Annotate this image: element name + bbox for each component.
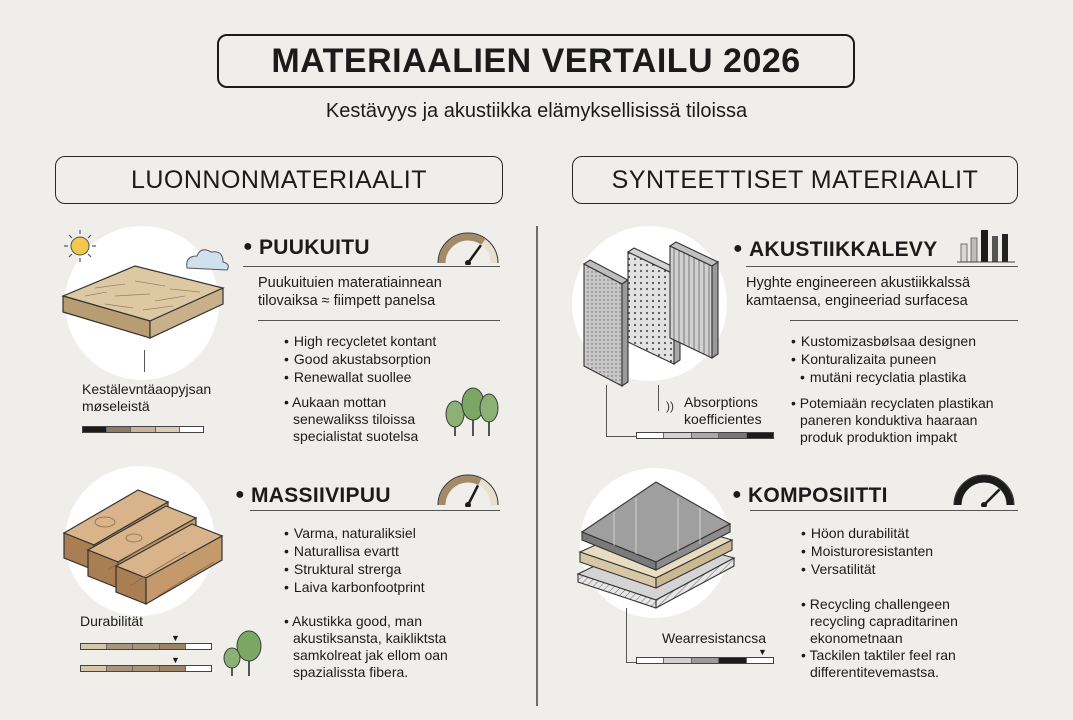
puukuitu-scale-label: Kestälevntäaopyjsan møseleistä xyxy=(82,381,212,414)
puukuitu-title: ● PUUKUITU xyxy=(243,236,370,259)
list-item: • Höon durabilität xyxy=(801,524,933,542)
massiivipuu-rating-bar-2 xyxy=(80,665,212,672)
akustiikkalevy-illustration xyxy=(578,238,728,388)
bar-marker-icon: ▼ xyxy=(171,633,180,643)
bar-segment xyxy=(719,433,746,438)
bar-segment xyxy=(83,427,107,432)
massiivipuu-rating-bar xyxy=(80,643,212,650)
bar-segment xyxy=(186,666,211,671)
bar-segment xyxy=(664,433,691,438)
akustiikkalevy-rule xyxy=(746,266,1018,267)
akustiikkalevy-description: Hyghte engineereen akustiikkalssä kamtaensa, engineeriad surfacesa xyxy=(746,275,971,309)
bar-segment xyxy=(107,666,133,671)
bar-segment xyxy=(81,666,107,671)
bar-segment xyxy=(160,666,186,671)
main-title: MATERIAALIEN VERTAILU 2026 xyxy=(217,34,855,88)
akustiikkalevy-bullets xyxy=(791,332,976,386)
komposiitti-scale-label: Wearresistancsa xyxy=(662,630,767,646)
bar-segment xyxy=(186,644,211,649)
puukuitu-illustration xyxy=(55,226,230,371)
komposiitti-rule xyxy=(750,510,1018,511)
list-item: • Moisturoresistanten xyxy=(801,542,933,560)
bar-segment xyxy=(81,644,107,649)
akustiikkalevy-connector-h xyxy=(606,436,636,437)
tree-icon xyxy=(220,628,266,678)
list-item: • Laiva karbonfootprint xyxy=(284,578,425,596)
akustiikkalevy-connector xyxy=(606,385,607,437)
komposiitti-illustration xyxy=(574,478,744,610)
subtitle: Kestävyys ja akustiikka elämyksellisissä tiloissa xyxy=(325,100,748,122)
massiivipuu-scale-label: Durabilität xyxy=(80,613,144,629)
list-item: • Naturallisa evartt xyxy=(284,542,425,560)
bar-segment xyxy=(133,666,159,671)
trees-icon xyxy=(442,384,502,439)
section-natural: LUONNONMATERIAALIT xyxy=(55,156,503,204)
bar-marker-icon: ▼ xyxy=(758,647,767,657)
bar-segment xyxy=(692,658,719,663)
komposiitti-bullets xyxy=(801,524,933,578)
massiivipuu-title: ● MASSIIVIPUU xyxy=(235,484,391,507)
list-item: • Good akustabsorption xyxy=(284,350,436,368)
cloud-icon xyxy=(187,250,229,270)
list-item: • mutäni recyclatia plastika xyxy=(791,368,976,386)
akustiikkalevy-rating-bar xyxy=(636,432,774,439)
list-item: • Konturalizaita puneen xyxy=(791,350,976,368)
puukuitu-rule-2 xyxy=(258,320,500,321)
column-divider xyxy=(536,226,538,706)
bar-segment xyxy=(664,658,691,663)
komposiitti-title: ● KOMPOSIITTI xyxy=(732,484,888,507)
bar-segment xyxy=(180,427,203,432)
puukuitu-gauge-icon xyxy=(436,231,500,265)
komposiitti-rating-bar xyxy=(636,657,774,664)
bar-chart-icon xyxy=(955,226,1017,266)
bar-segment xyxy=(747,433,773,438)
komposiitti-gauge-icon xyxy=(952,473,1016,507)
puukuitu-description: Puukuituien materatiainnean tilovaiksa ≈ fiimpett panelsa xyxy=(258,275,442,309)
massiivipuu-gauge-icon xyxy=(436,473,500,507)
massiivipuu-bullets xyxy=(284,524,425,596)
puukuitu-connector xyxy=(144,350,145,372)
bar-segment xyxy=(747,658,773,663)
list-item: • Kustomizasbølsaa designen xyxy=(791,332,976,350)
bar-segment xyxy=(637,433,664,438)
akustiikkalevy-title: ● AKUSTIIKKALEVY xyxy=(733,238,938,261)
massiivipuu-rule xyxy=(250,510,500,511)
massiivipuu-note: • Akustikka good, man akustiksansta, kaikliktsta samkolreat jak ellom oan spazialissta fibera. xyxy=(284,613,448,680)
puukuitu-bullets xyxy=(284,332,436,386)
sun-icon xyxy=(64,230,96,262)
list-item: • Varma, naturaliksiel xyxy=(284,524,425,542)
akustiikkalevy-scale-label: Absorptions koefficientes xyxy=(684,394,762,427)
list-item: • Renewallat suollee xyxy=(284,368,436,386)
komposiitti-note: • Recycling challengeen recycling capraditarinen ekonometnaan • Tackilen taktiler feel ran differentitevemastsa. xyxy=(801,596,958,680)
sound-waves-icon: )) xyxy=(666,399,674,413)
bar-segment xyxy=(107,427,131,432)
bar-segment xyxy=(156,427,180,432)
komposiitti-connector xyxy=(626,608,627,662)
bar-segment xyxy=(133,644,159,649)
bar-segment xyxy=(160,644,186,649)
akustiikkalevy-connector-2 xyxy=(658,385,659,411)
puukuitu-rule xyxy=(243,266,500,267)
bar-segment xyxy=(719,658,746,663)
puukuitu-note: • Aukaan mottan senewalikss tiloissa specialistat suotelsa xyxy=(284,394,419,444)
akustiikkalevy-note: • Potemiaän recyclaten plastikan paneren konduktiva haaraan produk produktion impakt xyxy=(791,395,994,445)
akustiikkalevy-rule-2 xyxy=(790,320,1018,321)
bar-segment xyxy=(131,427,155,432)
list-item: • Versatilität xyxy=(801,560,933,578)
list-item: • High recycletet kontant xyxy=(284,332,436,350)
bar-segment xyxy=(692,433,719,438)
bar-segment xyxy=(107,644,133,649)
massiivipuu-illustration xyxy=(58,478,233,608)
bar-segment xyxy=(637,658,664,663)
puukuitu-rating-bar xyxy=(82,426,204,433)
bar-marker-icon: ▼ xyxy=(171,655,180,665)
list-item: • Struktural strerga xyxy=(284,560,425,578)
section-synthetic: SYNTEETTISET MATERIAALIT xyxy=(572,156,1018,204)
